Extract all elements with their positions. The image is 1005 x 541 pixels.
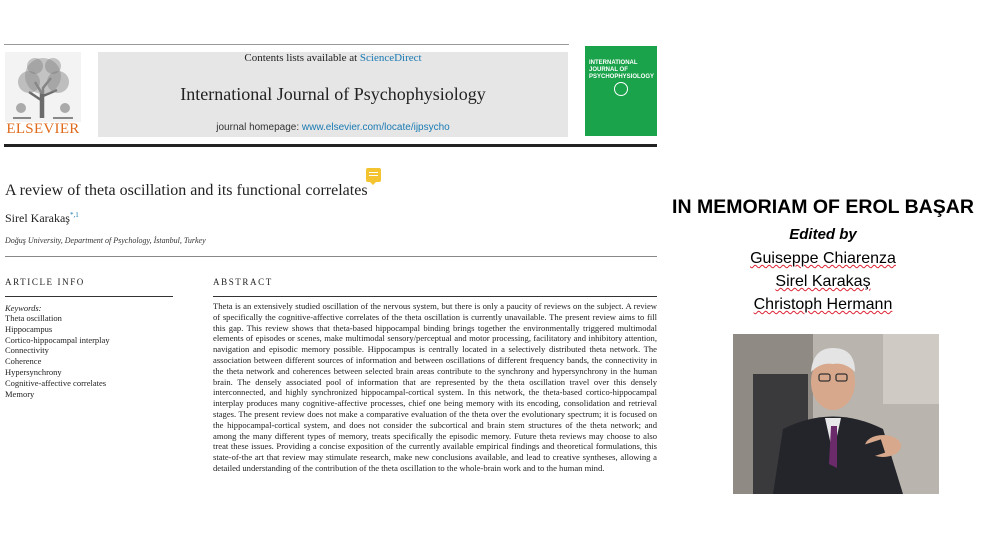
section-divider bbox=[5, 256, 657, 257]
keyword-item: Theta oscillation bbox=[5, 313, 62, 323]
keywords-list bbox=[5, 313, 110, 399]
keyword-item: Connectivity bbox=[5, 345, 49, 356]
article-title: A review of theta oscillation and its functional correlates bbox=[5, 182, 368, 199]
homepage-line bbox=[98, 122, 568, 133]
sciencedirect-link[interactable]: ScienceDirect bbox=[359, 52, 422, 64]
keyword-item: Hippocampus bbox=[5, 323, 53, 334]
editor-name: Sirel Karakaş bbox=[775, 273, 871, 290]
abstract-heading: ABSTRACT bbox=[213, 277, 273, 287]
editor-name: Guiseppe Chiarenza bbox=[750, 250, 896, 267]
keywords-label: Keywords: bbox=[5, 303, 42, 313]
keyword-item: Coherence bbox=[5, 356, 42, 367]
cover-emblem bbox=[614, 82, 628, 96]
edited-by-label: Edited by bbox=[789, 226, 857, 243]
contents-line bbox=[98, 52, 568, 64]
homepage-link[interactable]: www.elsevier.com/locate/ijpsycho bbox=[301, 122, 450, 133]
article-info-rule bbox=[5, 296, 173, 297]
article-info-heading: ARTICLE INFO bbox=[5, 277, 85, 287]
keyword-item: Cortico-hippocampal interplay bbox=[5, 334, 110, 345]
header-bottom-rule bbox=[4, 144, 657, 147]
cover-title: INTERNATIONAL JOURNAL OF PSYCHOPHYSIOLOGY bbox=[589, 60, 655, 80]
abstract-rule bbox=[213, 296, 657, 297]
editor-name: Christoph Hermann bbox=[753, 296, 893, 313]
author-line bbox=[5, 211, 79, 226]
header-top-rule bbox=[4, 44, 569, 45]
keyword-item: Memory bbox=[5, 388, 35, 399]
keyword-item: Hypersynchrony bbox=[5, 366, 62, 377]
memoriam-heading: IN MEMORIAM OF EROL BAŞAR bbox=[672, 196, 974, 218]
journal-title: International Journal of Psychophysiology bbox=[180, 84, 486, 104]
homepage-prefix: journal homepage: bbox=[216, 122, 302, 133]
abstract-text: Theta is an extensively studied oscillation of the nervous system, but there is only a paucity of reviews on the subject. A review of specifically the cognitive-affective correlates of the theta oscillation is currently unavailable. The present review aims to fill this gap. This review shows that theta-based hippocampal binding brings together the environmentally triggered multimodal elements of episodes or scenes, make multimodal sensory/perceptual and motor processing, facilitatory and inhibitory attention, navigation and episodic memory possible. Hippocampus is centrally located in a selectively distributed theta network. The association between different sources of information and between oscillations of different frequency bands, the connectivity in the theta network and coherences between selected brain areas contribute to the synchrony and hypersynchrony in the human brain. The densely associated pool of information that are represented by the theta oscillation travel over this densely interconnected, and highly synchronized hippocampal-cortical system. In this network, the theta-based cortico-hippocampal interplay produces many cognitive-affective processes, chief one being memory with its encoding, consolidation and retrieval stages. The present review does not make a comparative evaluation of the theta over the evolutionary spectrum; it is focused on the hippocampal-cortical system, and does not consider the subcortical and brain stem structures of the theta network; and among the many different types of memory, treats specifically the episodic memory. Future theta reviews may choose to also treat these issues. Providing a concise exposition of the currently available empirical findings and theoretical formulations, this state-of-the art that review may stimulate research, make new conclusions available, and lead to creative syntheses, allowing a detailed understanding of the contribution of the theta oscillation to the whole-brain work and to the human mind. bbox=[213, 301, 657, 473]
author-marks[interactable]: *,1 bbox=[69, 211, 79, 219]
contents-prefix: Contents lists available at bbox=[244, 52, 360, 64]
affiliation: Doğuş University, Department of Psychology, İstanbul, Turkey bbox=[5, 236, 206, 245]
author-name: Sirel Karakaş bbox=[5, 211, 70, 225]
portrait-photo bbox=[733, 334, 939, 494]
elsevier-wordmark: ELSEVIER bbox=[6, 121, 80, 137]
comment-icon[interactable] bbox=[366, 168, 381, 182]
keyword-item: Cognitive-affective correlates bbox=[5, 377, 107, 388]
